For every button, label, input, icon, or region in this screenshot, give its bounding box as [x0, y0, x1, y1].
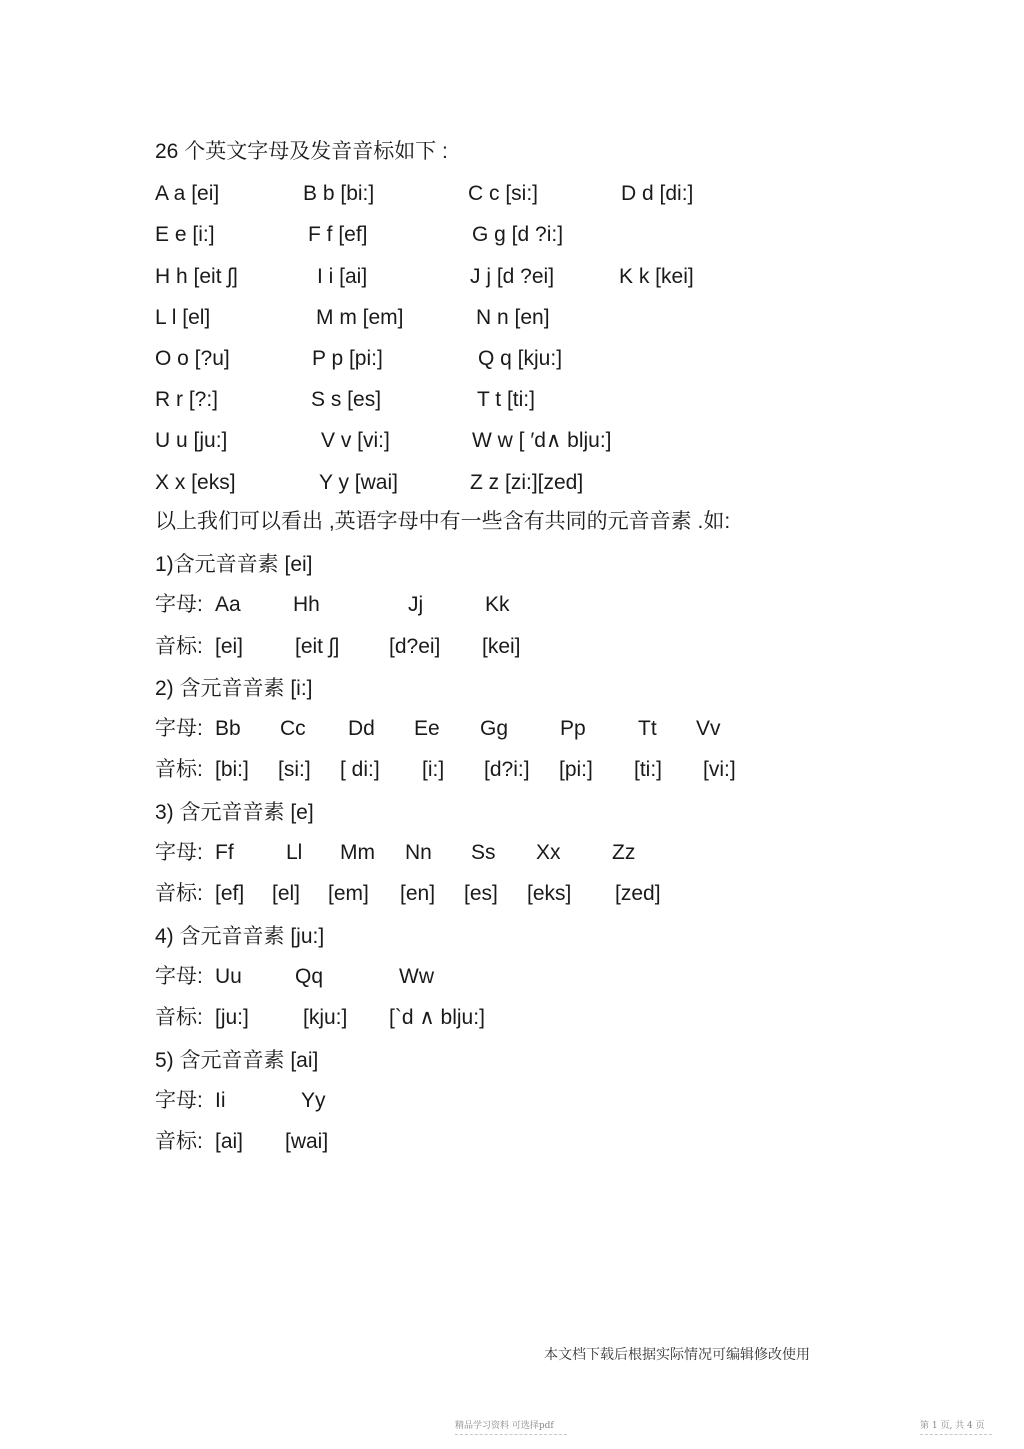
- footer-dash-left: [455, 1434, 567, 1435]
- alphabet-cell: U u [ju:]: [155, 429, 228, 452]
- phonetic-item: [ef]: [215, 882, 245, 905]
- letter-item: Uu: [215, 965, 242, 988]
- letter-item: Ww: [399, 965, 434, 988]
- phonetic-item: [ju:]: [215, 1006, 249, 1029]
- alphabet-cell: I i [ai]: [317, 265, 368, 288]
- page-title-text: 26 个英文字母及发音音标如下 :: [155, 140, 448, 163]
- phonetics-label: 音标:: [155, 882, 203, 905]
- alphabet-cell: C c [si:]: [468, 182, 539, 205]
- alphabet-cell: P p [pi:]: [312, 347, 383, 370]
- phonetic-item: [eit ʃ]: [295, 635, 340, 658]
- phonetics-label: 音标:: [155, 1006, 203, 1029]
- phonetic-item: [eks]: [527, 882, 572, 905]
- letter-item: Jj: [408, 593, 424, 616]
- letter-item: Cc: [280, 717, 306, 740]
- letter-item: Dd: [348, 717, 375, 740]
- phonetic-item: [bi:]: [215, 758, 249, 781]
- letter-item: Ii: [215, 1089, 226, 1112]
- phonetic-item: [vi:]: [703, 758, 736, 781]
- phonetic-item: [ di:]: [340, 758, 380, 781]
- letter-item: Yy: [301, 1089, 326, 1112]
- letter-item: Gg: [480, 717, 509, 740]
- letter-item: Qq: [295, 965, 324, 988]
- phonetics-label: 音标:: [155, 758, 203, 781]
- alphabet-cell: J j [d ?ei]: [470, 265, 555, 288]
- alphabet-cell: S s [es]: [311, 388, 382, 411]
- letters-label: 字母:: [155, 841, 203, 864]
- phonetic-item: [`d ∧ blju:]: [389, 1006, 485, 1029]
- alphabet-cell: T t [ti:]: [477, 388, 535, 411]
- letter-item: Hh: [293, 593, 320, 616]
- alphabet-cell: D d [di:]: [621, 182, 694, 205]
- phonetic-item: [zed]: [615, 882, 661, 905]
- letter-item: Ss: [471, 841, 496, 864]
- group-heading-text: 3) 含元音音素 [e]: [155, 801, 314, 824]
- phonetic-item: [ai]: [215, 1130, 244, 1153]
- letter-item: Aa: [215, 593, 241, 616]
- intro-text: 以上我们可以看出 ,英语字母中有一些含有共同的元音音素 .如:: [155, 510, 731, 533]
- footer-page-number: 第 1 页, 共 4 页: [920, 1421, 985, 1431]
- group-heading-text: 5) 含元音音素 [ai]: [155, 1049, 319, 1072]
- phonetic-item: [pi:]: [559, 758, 593, 781]
- phonetic-item: [ti:]: [634, 758, 663, 781]
- letter-item: Ee: [414, 717, 440, 740]
- letter-item: Nn: [405, 841, 432, 864]
- phonetics-label: 音标:: [155, 1130, 203, 1153]
- letter-item: Bb: [215, 717, 241, 740]
- letters-label: 字母:: [155, 593, 203, 616]
- phonetic-item: [d?i:]: [484, 758, 530, 781]
- alphabet-cell: V v [vi:]: [321, 429, 390, 452]
- group-heading-text: 4) 含元音音素 [ju:]: [155, 925, 325, 948]
- letter-item: Zz: [612, 841, 636, 864]
- phonetic-item: [si:]: [278, 758, 311, 781]
- letter-item: Pp: [560, 717, 586, 740]
- phonetic-item: [em]: [328, 882, 369, 905]
- phonetic-item: [es]: [464, 882, 498, 905]
- alphabet-cell: Q q [kju:]: [478, 347, 563, 370]
- alphabet-cell: B b [bi:]: [303, 182, 375, 205]
- alphabet-cell: E e [i:]: [155, 223, 215, 246]
- letter-item: Xx: [536, 841, 561, 864]
- alphabet-cell: Z z [zi:][zed]: [470, 471, 584, 494]
- phonetic-item: [i:]: [422, 758, 445, 781]
- phonetic-item: [d?ei]: [389, 635, 441, 658]
- alphabet-cell: X x [eks]: [155, 471, 236, 494]
- alphabet-cell: H h [eit ʃ]: [155, 265, 238, 288]
- alphabet-cell: G g [d ?i:]: [472, 223, 564, 246]
- letters-label: 字母:: [155, 965, 203, 988]
- letter-item: Ff: [215, 841, 234, 864]
- letter-item: Mm: [340, 841, 375, 864]
- group-heading-text: 2) 含元音音素 [i:]: [155, 677, 313, 700]
- letters-label: 字母:: [155, 1089, 203, 1112]
- letter-item: Ll: [286, 841, 303, 864]
- phonetic-item: [ei]: [215, 635, 244, 658]
- alphabet-cell: W w [ ′d∧ blju:]: [472, 429, 612, 452]
- phonetic-item: [kju:]: [303, 1006, 348, 1029]
- phonetic-item: [kei]: [482, 635, 521, 658]
- alphabet-cell: R r [?:]: [155, 388, 219, 411]
- phonetic-item: [el]: [272, 882, 301, 905]
- footer-dash-right: [920, 1434, 992, 1435]
- footer-watermark-left: 精品学习资料 可选择pdf: [455, 1421, 554, 1431]
- alphabet-cell: M m [em]: [316, 306, 404, 329]
- alphabet-cell: O o [?u]: [155, 347, 230, 370]
- letter-item: Vv: [696, 717, 721, 740]
- letters-label: 字母:: [155, 717, 203, 740]
- letter-item: Tt: [638, 717, 657, 740]
- alphabet-cell: Y y [wai]: [319, 471, 398, 494]
- letter-item: Kk: [485, 593, 510, 616]
- alphabet-cell: L l [el]: [155, 306, 211, 329]
- phonetics-label: 音标:: [155, 635, 203, 658]
- group-heading-text: 1)含元音音素 [ei]: [155, 553, 313, 576]
- phonetic-item: [wai]: [285, 1130, 329, 1153]
- alphabet-cell: N n [en]: [476, 306, 550, 329]
- alphabet-cell: A a [ei]: [155, 182, 220, 205]
- phonetic-item: [en]: [400, 882, 436, 905]
- footer-note: 本文档下载后根据实际情况可编辑修改使用: [544, 1347, 810, 1363]
- alphabet-cell: K k [kei]: [619, 265, 694, 288]
- alphabet-cell: F f [ef]: [308, 223, 368, 246]
